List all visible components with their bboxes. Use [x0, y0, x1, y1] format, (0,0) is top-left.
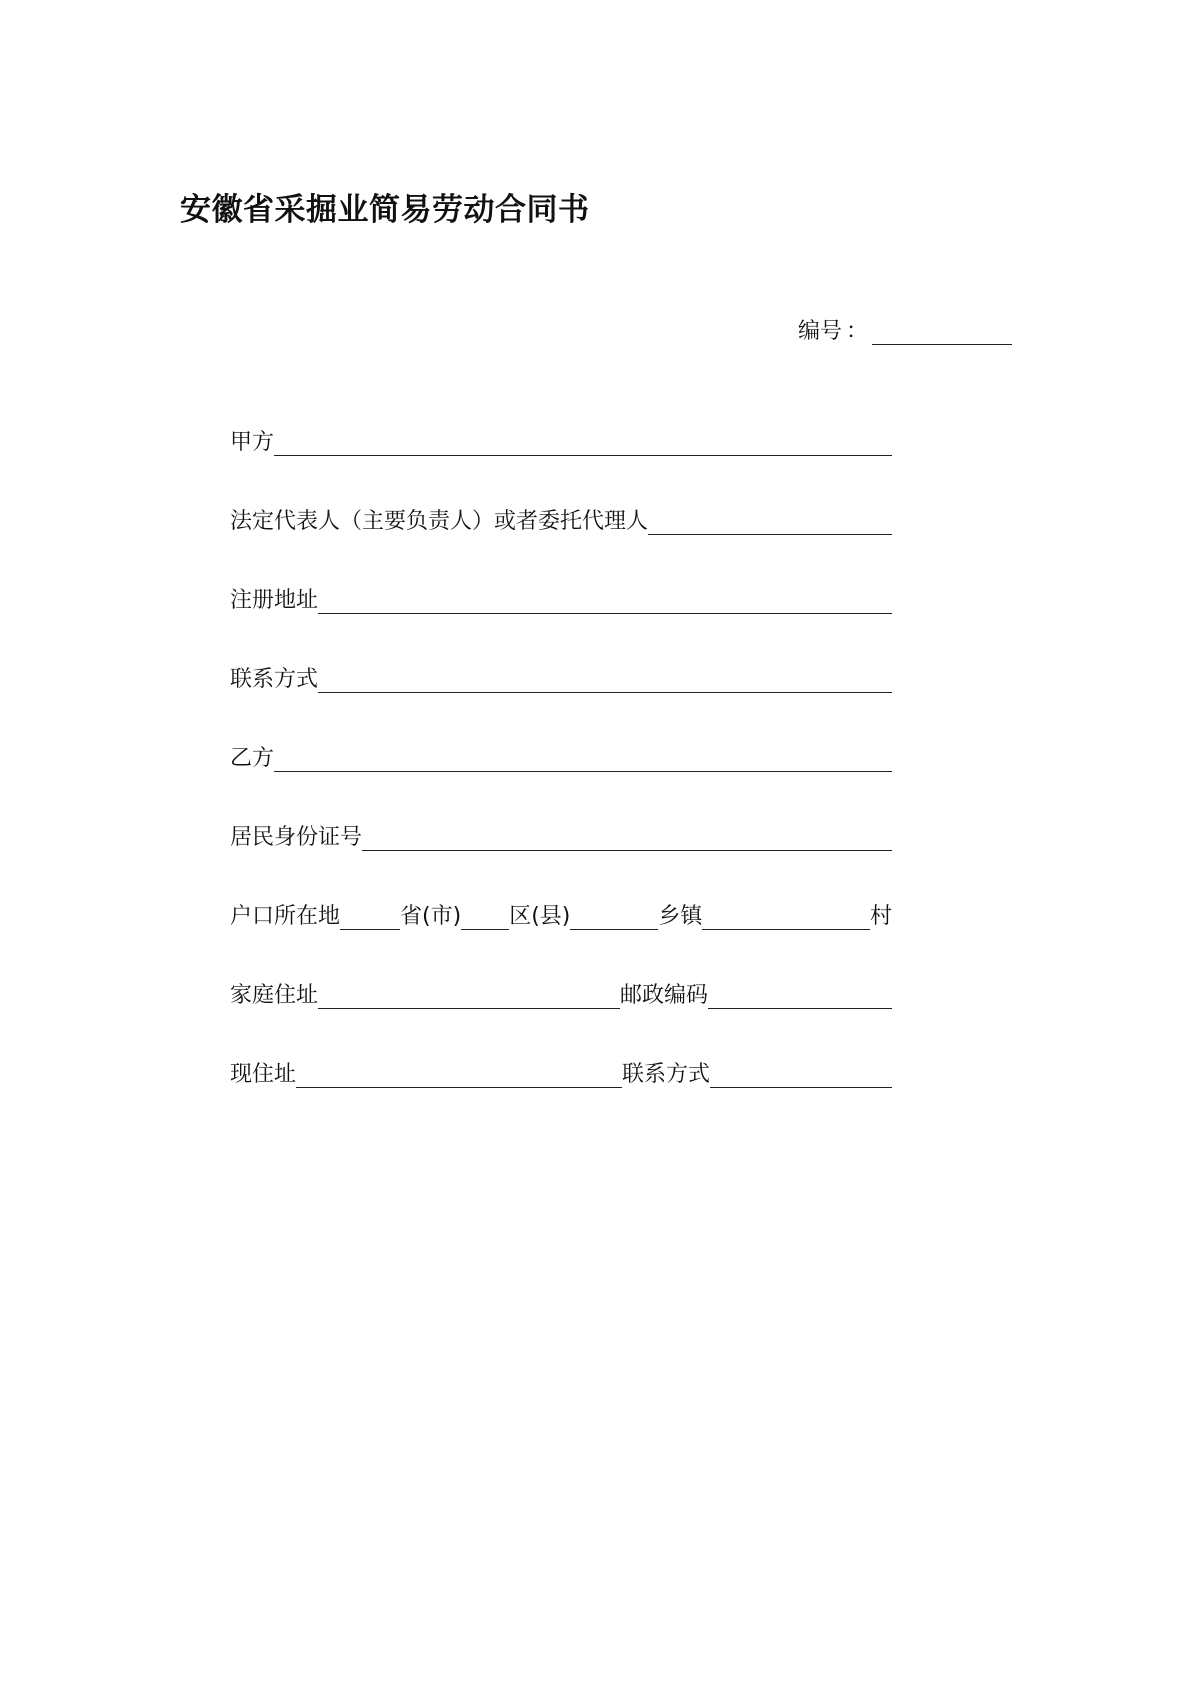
representative-row — [230, 507, 892, 535]
serial-number-field — [798, 318, 1012, 345]
id-number-row — [230, 823, 892, 851]
postcode-blank[interactable] — [708, 981, 892, 1009]
party-b-label: 乙方 — [230, 745, 275, 771]
district-label: 区(县) — [509, 903, 571, 929]
party-a-row — [230, 428, 892, 456]
party-a-contact-row — [230, 665, 892, 693]
registered-address-row — [230, 586, 892, 614]
party-b-blank[interactable] — [274, 744, 892, 772]
id-number-label: 居民身份证号 — [230, 824, 363, 850]
registered-address-blank[interactable] — [318, 586, 892, 614]
document-title: 安徽省采掘业简易劳动合同书 — [180, 192, 590, 228]
party-b-row — [230, 744, 892, 772]
representative-blank[interactable] — [648, 507, 892, 535]
party-a-blank[interactable] — [274, 428, 892, 456]
province-label: 省(市) — [400, 903, 462, 929]
home-address-label: 家庭住址 — [230, 982, 319, 1008]
province-blank[interactable] — [340, 902, 400, 930]
party-b-contact-blank[interactable] — [710, 1060, 892, 1088]
household-row — [230, 902, 892, 930]
village-label: 村 — [869, 903, 892, 929]
representative-label: 法定代表人（主要负责人）或者委托代理人 — [230, 508, 649, 534]
serial-number-label: 编号 — [798, 318, 843, 344]
current-address-label: 现住址 — [230, 1061, 297, 1087]
current-address-blank[interactable] — [296, 1060, 622, 1088]
home-address-blank[interactable] — [318, 981, 620, 1009]
registered-address-label: 注册地址 — [230, 587, 319, 613]
id-number-blank[interactable] — [362, 823, 892, 851]
current-address-row — [230, 1060, 892, 1088]
town-label: 乡镇 — [658, 903, 703, 929]
household-label: 户口所在地 — [230, 903, 341, 929]
town-blank[interactable] — [570, 902, 658, 930]
home-address-row — [230, 981, 892, 1009]
party-a-contact-label: 联系方式 — [230, 666, 319, 692]
party-b-contact-label: 联系方式 — [622, 1061, 711, 1087]
district-blank[interactable] — [461, 902, 509, 930]
serial-number-blank[interactable] — [872, 318, 1012, 345]
serial-number-separator: ： — [846, 318, 869, 344]
party-a-contact-blank[interactable] — [318, 665, 892, 693]
party-a-label: 甲方 — [230, 429, 275, 455]
village-blank[interactable] — [702, 902, 870, 930]
postcode-label: 邮政编码 — [620, 982, 709, 1008]
